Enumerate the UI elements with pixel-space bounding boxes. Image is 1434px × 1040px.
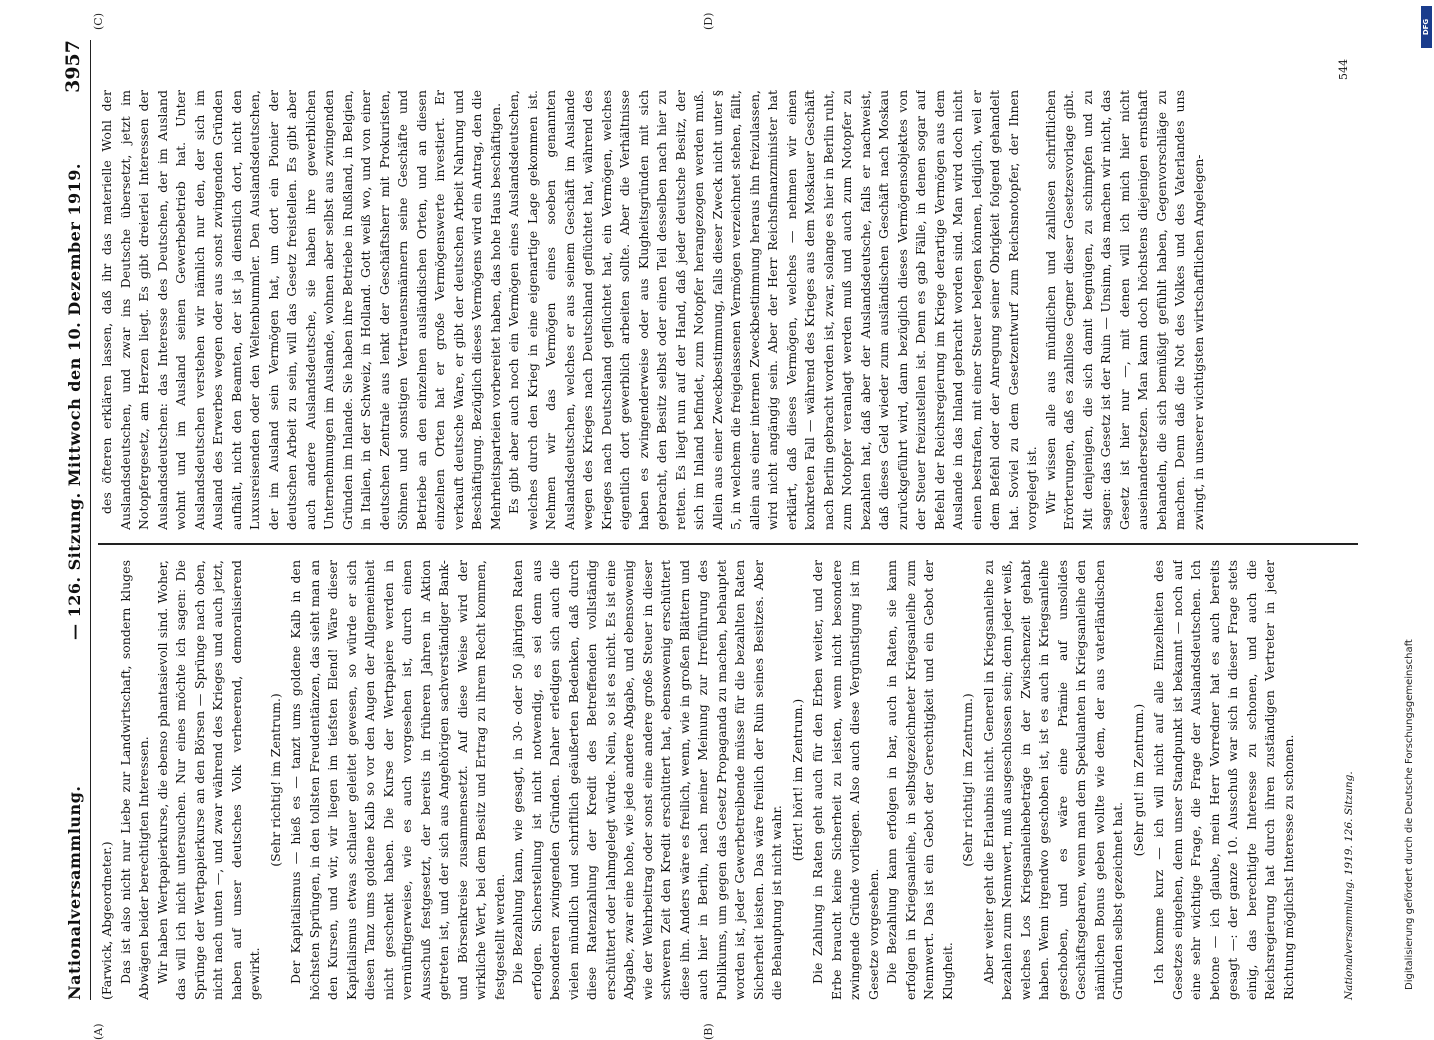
paragraph: Das ist also nicht nur Liebe zur Landwirtschaft, sondern kluges Abwägen beider berechtigten Interessen.	[117, 560, 151, 1000]
margin-mark-a: (A)	[92, 1023, 105, 1040]
column-divider	[98, 544, 1358, 546]
reaction-note: (Sehr richtig! im Zentrum.)	[267, 693, 283, 867]
margin-mark-b: (B)	[702, 1023, 715, 1040]
margin-mark-c: (C)	[92, 13, 105, 30]
page-footer: Nationalversammlung. 1919. 126. Sitzung.	[1343, 771, 1355, 1000]
digitization-credit: Digitalisierung gefördert durch die Deutsche Forschungsgemeinschaft	[1404, 639, 1415, 990]
paragraph: Die Zahlung in Raten geht auch für den Erben weiter, und der Erbe braucht keine Sicherheit zu leisten, wenn nicht besondere zwingende Gründe vorliegen. Also auch diese Vergünstigung ist im Gesetze vorgesehen.	[810, 560, 881, 1000]
page-header	[60, 40, 91, 1000]
reaction-note: (Hört! hört! im Zentrum.)	[789, 698, 805, 862]
reaction-note: (Sehr gut! im Zentrum.)	[1130, 703, 1146, 857]
paragraph: des öfteren erklären lassen, daß ihr das materielle Wohl der Auslandsdeutschen, und zwar ins Deutsche übersetzt, jetzt im Notopfergesetz, am Herzen liegt. Es gibt dreierlei Interessen der Auslandsdeutschen: das Interesse des Deutschen, der im Ausland wohnt und im Ausland seinen Gewerbebetrieb hat. Unter Auslandsdeutschen verstehen wir nämlich nur den, der sich im Ausland des Erwerbes wegen oder aus sonst zwingenden Gründen aufhält, nicht den Beamten, der ist ja dienstlich dort, nicht den Luxusreisenden oder den Weltenbummler. Den Auslandsdeutschen, der im Ausland sein Vermögen hat, um dort ein Pionier der deutschen Arbeit zu sein, will das Gesetz freistellen. Es gibt aber auch andere Auslandsdeutsche, sie haben ihre gewerblichen Unternehmungen im Auslande, wohnen aber selbst aus zwingenden Gründen im Inlande. Sie haben ihre Betriebe in Rußland, in Belgien, in Italien, in der Schweiz, in Holland. Gott weiß wo, und von einer deutschen Zentrale aus lenkt der Geschäftsherr mit Prokuristen, Söhnen und sonstigen Vertrauensmännern seine Geschäfte und Betriebe an den einzelnen ausländischen Orten, und an diesen einzelnen Orten hat er große Vermögenswerte investiert. Er verkauft deutsche Ware, er gibt der deutschen Arbeit Nahrung und Beschäftigung. Bezüglich dieses Vermögens wird ein Antrag, den die Mehrheitsparteien vorbereitet haben, das hohe Haus beschäftigen.	[99, 90, 503, 530]
paragraph: Wir haben Wertpapierkurse, die ebenso phantasievoll sind. Woher, das will ich nicht untersuchen. Nur eines möchte ich sagen: Die Sprünge der Wertpapierkurse an den Börsen — Sprünge nach oben, nicht nach unten —, und zwar während des Krieges und auch jetzt, haben auf unser deutsches Volk verheerend, demoralisierend gewirkt.	[154, 560, 262, 1000]
header-left: Nationalversammlung.	[65, 785, 84, 1000]
paragraph: Ich komme kurz — ich will nicht auf alle Einzelheiten des Gesetzes eingehen, denn unser Standpunkt ist bekannt — noch auf eine sehr wichtige Frage, die Frage der Auslandsdeutschen. Ich betone — ich glaube, mein Herr Vorredner hat es auch bereits gesagt —: der ganze 10. Ausschuß war sich in dieser Frage stets einig, das berechtigte Interesse zu schonen, und auch die Reichsregierung hat durch ihren zuständigen Vertreter in jeder Richtung möglichst Interesse zu schonen.	[1151, 560, 1296, 1000]
bottom-page-number: 544	[1337, 59, 1350, 80]
paragraph: Aber weiter geht die Erlaubnis nicht. Generell in Kriegsanleihe zu bezahlen zum Nennwert, muß ausgeschlossen sein; denn jeder weiß, welches Los Kriegsanleihebeträge in der Zwischenzeit gehabt haben. Wenn irgendwo geschoben ist, ist es auch in Kriegsanleihe geschoben, und es wäre eine Prämie auf unsolides Geschäftsgebaren, wenn man dem Spekulanten in Kriegsanleihe den nämlichen Bonus geben wollte wie dem, der aus vaterländischen Gründen selbst gezeichnet hat.	[980, 560, 1125, 1000]
paragraph: Wir wissen alle aus mündlichen und zahllosen schriftlichen Erörterungen, daß es zahllose Gegner dieser Gesetzesvorlage gibt. Mit denjenigen, die sich damit begnügen, zu schimpfen und zu sagen: das Gesetz ist der Ruin — Unsinn, das machen wir nicht, das Gesetz ist hier nur —, mit denen will ich mich hier nicht auseinandersetzen. Man kann doch höchstens diejenigen ernsthaft behandeln, die sich bemüßigt gefühlt haben, Gegenvorschläge zu machen. Denn daß die Not des Volkes und des Vaterlandes uns zwingt, in unserer wichtigsten wirtschaftlichen Angelegen-	[1042, 90, 1206, 530]
header-center: — 126. Sitzung. Mittwoch den 10. Dezember 1919.	[65, 163, 84, 640]
rotated-document-page	[60, 12, 1380, 1040]
dfg-logo	[1421, 6, 1432, 48]
paragraph: Die Bezahlung kann erfolgen in bar, auch in Raten, sie kann erfolgen in Kriegsanleihe, in selbstgezeichneter Kriegsanleihe zum Nennwert. Das ist ein Gebot der Gerechtigkeit und ein Gebot der Klugheit.	[884, 560, 955, 1000]
paragraph: Der Kapitalismus — hieß es — tanzt ums goldene Kalb in den höchsten Sprüngen, in den tollsten Freudentänzen, das sieht man an den Kursen, und wir, wir liegen im tiefsten Elend! Wäre dieser Kapitalismus etwas schlauer geleitet gewesen, so würde er sich diesen Tanz ums goldene Kalb so vor den Augen der Allgemeinheit nicht geschenkt haben. Die Kurse der Wertpapiere werden in vernünftigerweise, wie es auch vorgesehen ist, durch einen Ausschuß festgesetzt, der bereits in früheren Jahren in Aktion getreten ist, und der sich aus Angehörigen sachverständiger Bank- und Börsenkreise zusammensetzt. Auf diese Weise wird der wirkliche Wert, bei dem Besitz und Ertrag zu ihrem Recht kommen, festgestellt werden.	[288, 560, 507, 1000]
paragraph: Die Bezahlung kann, wie gesagt, in 30- oder 50 jährigen Raten erfolgen. Sicherstellung ist nicht notwendig, es sei denn aus besonderen zwingenden Gründen. Daher erledigen sich auch die vielen mündlich und schriftlich geäußerten Bedenken, daß durch diese Ratenzahlung der Kredit des Betreffenden vollständig erschüttert oder lahmgelegt würde. Nein, so ist es nicht. Es ist eine Abgabe, zwar eine hohe, wie jede andere Abgabe, und ebensowenig wie der Wehrbeitrag oder sonst eine andere große Steuer in dieser schweren Zeit den Kredit erschüttert hat, ebensowenig erschüttert diese ihn. Anders wäre es freilich, wenn, wie in großen Blättern und auch hier in Berlin, nach meiner Meinung zur Irreführung des Publikums, um gegen das Gesetz Propaganda zu machen, behauptet worden ist, jeder Gewerbetreibende müsse für die bezahlten Raten Sicherheit leisten. Das wäre freilich der Ruin seines Besitzes. Aber die Behauptung ist nicht wahr.	[510, 560, 784, 1000]
speaker-label: (Farwick, Abgeordneter.)	[99, 841, 114, 1000]
paragraph: Es gibt aber auch noch ein Vermögen eines Auslandsdeutschen, welches durch den Krieg in eine eigenartige Lage gekommen ist. Nehmen wir das Vermögen eines soeben genannten Auslandsdeutschen, welches er aus seinem Geschäft im Auslande wegen des Krieges nach Deutschland geflüchtet hat, während des Krieges nach Deutschland geflüchtet hat, ein Vermögen, welches eigentlich dort gewerblich arbeiten sollte. Aber die Verhältnisse haben es zwingenderweise oder aus Klugheitsgründen mit sich gebracht, den Besitz selbst oder einen Teil desselben nach hier zu retten. Es liegt nun auf der Hand, daß jeder deutsche Besitz, der sich im Inland befindet, zum Notopfer herangezogen werden muß. Allein aus einer Zweckbestimmung, falls dieser Zweck nicht unter § 5, in welchem die freigelassenen Vermögen verzeichnet stehen, fällt, allein aus einer internen Zweckbestimmung heraus ihn freizulassen, wird nicht angängig sein. Aber der Herr Reichsfinanzminister hat erklärt, daß dieses Vermögen, welches — nehmen wir einen konkreten Fall — während des Krieges aus dem Moskauer Geschäft nach Berlin gebracht worden ist, zwar, solange es hier in Berlin ruht, zum Notopfer veranlagt werden muß und auch zum Notopfer zu bezahlen hat, daß aber der Auslandsdeutsche, falls er nachweist, daß dieses Geld wieder zum ausländischen Geschäft nach Moskau zurückgeführt wird, dann bezüglich dieses Vermögensobjektes von der Steuer freizustellen ist. Denn es gab Fälle, in denen sogar auf Befehl der Reichsregierung im Kriege derartige Vermögen aus dem Auslande in das Inland gebracht worden sind. Man wird doch nicht einen bestrafen, mit einer Steuer belegen können, lediglich, weil er dem Befehl oder der Anregung seiner Obrigkeit folgend gehandelt hat. Soviel zu dem Gesetzentwurf zum Reichsnotopfer, der Ihnen vorgelegt ist.	[506, 90, 1039, 530]
margin-mark-d: (D)	[702, 12, 715, 30]
reaction-note: (Sehr richtig! im Zentrum.)	[960, 693, 975, 867]
page-number: 3957	[62, 40, 84, 93]
dfg-logo-text: DFG	[1422, 18, 1431, 36]
right-column	[98, 90, 1358, 530]
left-column	[98, 560, 1358, 1000]
